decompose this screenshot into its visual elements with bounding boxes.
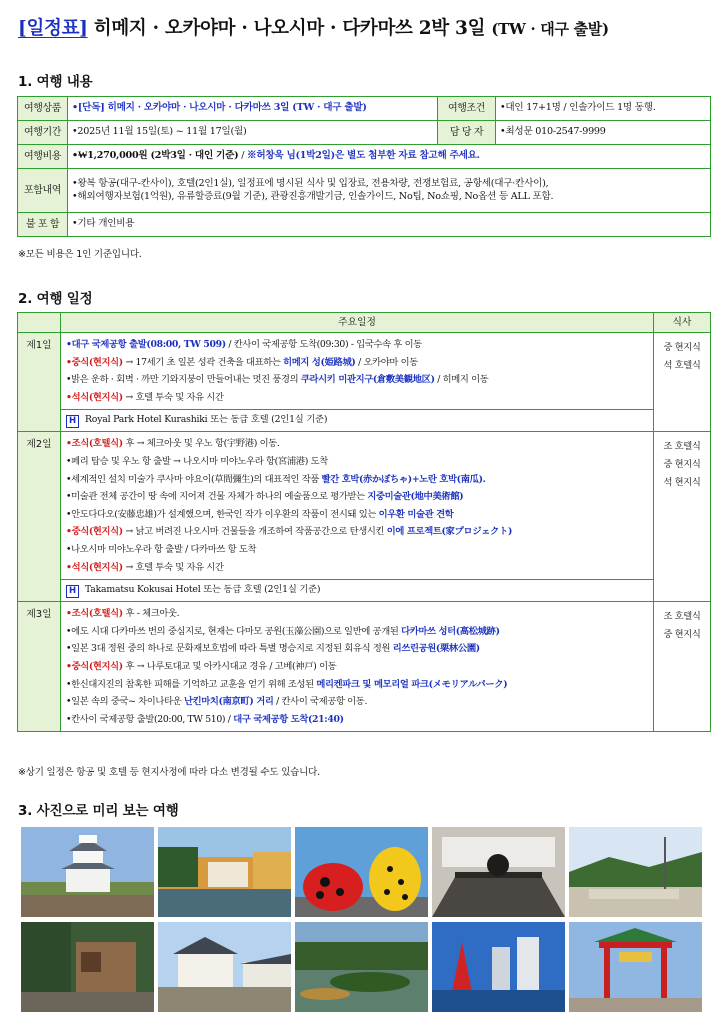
photo-takamatsu-street xyxy=(21,922,154,1012)
hotel-icon: H xyxy=(66,415,79,428)
itinerary-text-segment: 다카마쓰 성터(高松城跡) xyxy=(401,625,500,637)
itinerary-day-plan xyxy=(61,333,654,410)
itinerary-line xyxy=(66,605,648,623)
itinerary-header-meal: 식사 xyxy=(654,313,711,333)
include-line-1: •왕복 항공(대구-칸사이), 호텔(2인1실), 일정표에 명시된 식사 및 입장료, 전용차량, 전쟁보험료, 공항세(대구·칸사이), xyxy=(72,177,549,189)
itinerary-text-segment: •세계적인 설치 미술가 쿠사마 야요이(草間彌生)의 대표적인 작품 xyxy=(66,473,322,485)
value-manager: •최성문 010-2547-9999 xyxy=(496,121,711,145)
value-cost xyxy=(68,145,711,169)
itinerary-line xyxy=(66,371,648,389)
itinerary-text-segment: •안도다다오(安藤忠雄)가 설계했으며, 한국인 작가 이우환의 작품이 전시돼 있는 xyxy=(66,508,379,520)
itinerary-line xyxy=(66,693,648,711)
label-period: 여행기간 xyxy=(18,121,68,145)
itinerary-text-segment: •한신대지진의 참혹한 피해를 기억하고 교훈을 얻기 위해 조성된 xyxy=(66,678,317,690)
itinerary-day-row xyxy=(18,432,711,580)
itinerary-text-segment: 이에 프로젝트(家プロジェクト) xyxy=(386,526,512,538)
itinerary-day-row xyxy=(18,602,711,732)
hotel-info xyxy=(61,580,654,602)
section-heading-trip-info: 1. 여행 내용 xyxy=(18,74,93,90)
itinerary-text-segment: 후 → 체크아웃 및 우노 항(宇野港) 이동. xyxy=(122,438,280,450)
itinerary-header-main: 주요일정 xyxy=(61,313,654,333)
meal-item: 중 현지식 xyxy=(663,629,701,641)
meal-item: 조 호텔식 xyxy=(663,611,701,623)
label-include: 포함내역 xyxy=(18,169,68,213)
itinerary-text-segment: 히메지 성(姫路城) xyxy=(283,356,356,368)
itinerary-text-segment: / 히메지 이동 xyxy=(434,374,489,386)
itinerary-line xyxy=(66,711,648,729)
itinerary-day-plan xyxy=(61,432,654,580)
hotel-info xyxy=(61,410,654,432)
title-bracket: [일정표] xyxy=(18,18,88,39)
itinerary-text-segment: •대구 국제공항 출발(08:00, TW 509) xyxy=(66,339,226,350)
itinerary-text-segment: •에도 시대 다카마쓰 번의 중심지로, 현재는 다마모 공원(玉藻公園)으로 일반에 공개된 xyxy=(66,625,402,637)
itinerary-day-plan xyxy=(61,602,654,732)
itinerary-text-segment: •중식(현지식) xyxy=(66,356,123,368)
itinerary-line xyxy=(66,658,648,676)
value-include xyxy=(68,169,711,213)
itinerary-text-segment: → 낡고 버려진 나오시마 건물들을 개조하여 작품공간으로 탄생시킨 xyxy=(122,526,387,538)
photo-kobe-meriken-park xyxy=(432,922,565,1012)
meal-item: 중 현지식 xyxy=(663,459,701,471)
title-main: 히메지 · 오카야마 · 나오시마 · 다카마쓰 2박 3일 xyxy=(87,18,492,39)
itinerary-day-label: 제2일 xyxy=(18,432,61,602)
document-title xyxy=(18,14,609,40)
itinerary-text-segment: / 칸사이 국제공항 이동. xyxy=(273,696,368,708)
meal-item: 석 호텔식 xyxy=(663,360,701,371)
itinerary-table xyxy=(17,312,711,732)
itinerary-text-segment: •미술관 전체 공간이 땅 속에 지어져 건물 자체가 하나의 예술품으로 평가받는 xyxy=(66,491,368,503)
value-period: •2025년 11월 15일(토) ~ 11월 17일(월) xyxy=(68,121,438,145)
itinerary-line xyxy=(66,336,648,354)
photo-ritsurin-garden xyxy=(295,922,428,1012)
label-product: 여행상품 xyxy=(18,97,68,121)
label-exclude: 불 포 함 xyxy=(18,213,68,237)
itinerary-text-segment: •조식(호텔식) xyxy=(66,438,123,450)
itinerary-line xyxy=(66,523,648,541)
itinerary-text-segment: 이우환 미술관 견학 xyxy=(378,508,454,520)
photo-kurashiki-canal xyxy=(158,827,291,917)
photo-takamatsu-castle xyxy=(158,922,291,1012)
meal-item: 석 현지식 xyxy=(663,477,701,489)
itinerary-text-segment: •밝은 운하 · 회벽 · 까만 기와지붕이 만들어내는 멋진 풍경의 xyxy=(66,374,301,386)
itinerary-line xyxy=(66,389,648,407)
itinerary-line xyxy=(66,488,648,506)
itinerary-text-segment: 난킨마치(南京町) 거리 xyxy=(183,696,274,708)
itinerary-day-meals xyxy=(654,432,711,602)
itinerary-text-segment: •칸사이 국제공항 출발(20:00, TW 510) / xyxy=(66,713,234,725)
photo-chichu-art-museum xyxy=(432,827,565,917)
section-heading-schedule: 2. 여행 일정 xyxy=(18,291,93,307)
cost-note: ※허창욱 님(1박2일)은 별도 첨부한 자료 참고해 주세요. xyxy=(246,150,480,162)
itinerary-text-segment: •중식(현지식) xyxy=(66,526,123,538)
itinerary-day-label: 제3일 xyxy=(18,602,61,732)
itinerary-text-segment: •나오시마 미야노우라 항 출발 / 다카마쓰 항 도착 xyxy=(66,543,257,555)
itinerary-text-segment: → 호텔 투숙 및 자유 시간 xyxy=(122,391,224,403)
itinerary-hotel-row xyxy=(18,580,711,602)
hotel-name: Royal Park Hotel Kurashiki 또는 동급 호텔 (2인1실 기준) xyxy=(85,413,328,425)
itinerary-text-segment: •석식(현지식) xyxy=(66,561,123,573)
itinerary-line xyxy=(66,435,648,453)
itinerary-text-segment: 빨간 호박(赤かぼちゃ)+노란 호박(南瓜). xyxy=(321,473,486,485)
itinerary-body xyxy=(18,333,711,732)
itinerary-text-segment: / 칸사이 국제공항 도착(09:30) - 입국수속 후 이동 xyxy=(225,339,422,350)
itinerary-line xyxy=(66,506,648,524)
value-condition: •대인 17+1명 / 인솔가이드 1명 동행. xyxy=(496,97,711,121)
itinerary-text-segment: → 호텔 투숙 및 자유 시간 xyxy=(122,561,224,573)
itinerary-day-meals xyxy=(654,333,711,432)
itinerary-day-meals xyxy=(654,602,711,732)
itinerary-line xyxy=(66,640,648,658)
itinerary-text-segment: •페리 탑승 및 우노 항 출발 → 나오시마 미야노우라 항(宮浦港) 도착 xyxy=(66,455,328,467)
itinerary-line xyxy=(66,541,648,559)
itinerary-text-segment: / 오카야마 이동 xyxy=(355,356,418,368)
itinerary-line xyxy=(66,471,648,489)
cost-separator: / xyxy=(238,150,247,162)
schedule-change-note: ※상기 일정은 항공 및 호텔 등 현지사정에 따라 다소 변경될 수도 있습니다. xyxy=(18,767,320,778)
itinerary-line xyxy=(66,676,648,694)
itinerary-line xyxy=(66,623,648,641)
value-product: •[단독] 히메지 · 오카야마 · 나오시마 · 다카마쓰 3일 (TW · 대구 출발) xyxy=(68,97,438,121)
meal-item: 조 호텔식 xyxy=(663,441,701,453)
itinerary-line xyxy=(66,354,648,372)
trip-info-table xyxy=(17,96,711,237)
section-heading-photos: 3. 사진으로 미리 보는 여행 xyxy=(18,803,179,819)
itinerary-hotel-row xyxy=(18,410,711,432)
itinerary-text-segment: •석식(현지식) xyxy=(66,391,123,403)
photo-pumpkins xyxy=(295,827,428,917)
itinerary-text-segment: 지중미술관(地中美術館) xyxy=(367,491,464,503)
itinerary-line xyxy=(66,559,648,577)
photo-himeji-castle xyxy=(21,827,154,917)
title-sub: (TW · 대구 출발) xyxy=(491,20,609,38)
itinerary-text-segment: 메리켄파크 및 메모리얼 파크(メモリアルパーク) xyxy=(316,678,508,690)
photo-lee-ufan-museum xyxy=(569,827,702,917)
itinerary-text-segment: 후 - 체크아웃. xyxy=(122,608,180,620)
photo-nankinmachi xyxy=(569,922,702,1012)
itinerary-text-segment: •일본 속의 중국~ 차이나타운 xyxy=(66,696,184,708)
itinerary-text-segment: 대구 국제공항 도착(21:40) xyxy=(233,713,344,725)
itinerary-text-segment: 리쓰린공원(栗林公園) xyxy=(392,643,480,655)
hotel-name: Takamatsu Kokusai Hotel 또는 동급 호텔 (2인1실 기준) xyxy=(85,583,321,595)
itinerary-text-segment: •중식(현지식) xyxy=(66,660,123,672)
itinerary-text-segment: •조식(호텔식) xyxy=(66,608,123,620)
itinerary-text-segment: 후 → 나루토대교 및 아카시대교 경유 / 고베(神戸) 이동 xyxy=(122,660,337,672)
itinerary-day-label: 제1일 xyxy=(18,333,61,432)
include-line-2: •해외여행자보험(1억원), 유류할증료(9월 기준), 관광진흥개발기금, 인솔가이드, No팁, No쇼핑, No옵션 등 ALL 포함. xyxy=(72,190,554,202)
itinerary-line xyxy=(66,453,648,471)
label-manager: 담 당 자 xyxy=(438,121,496,145)
itinerary-text-segment: → 17세기 초 일본 성곽 건축을 대표하는 xyxy=(122,356,284,368)
itinerary-day-row xyxy=(18,333,711,410)
meal-item: 중 현지식 xyxy=(663,342,701,353)
value-exclude: •기타 개인비용 xyxy=(68,213,711,237)
cost-amount: •₩1,270,000원 (2박3일 · 대인 기준) xyxy=(72,150,239,162)
itinerary-text-segment: •일본 3대 정원 중의 하나로 문화재보호법에 따라 특별 명승지로 지정된 회유식 정원 xyxy=(66,643,393,655)
itinerary-text-segment: 쿠라시키 미관지구(倉敷美観地区) xyxy=(300,374,435,386)
label-cost: 여행비용 xyxy=(18,145,68,169)
cost-basis-note: ※모든 비용은 1인 기준입니다. xyxy=(18,249,142,260)
label-condition: 여행조건 xyxy=(438,97,496,121)
itinerary-header-blank xyxy=(18,313,61,333)
hotel-icon: H xyxy=(66,585,79,598)
